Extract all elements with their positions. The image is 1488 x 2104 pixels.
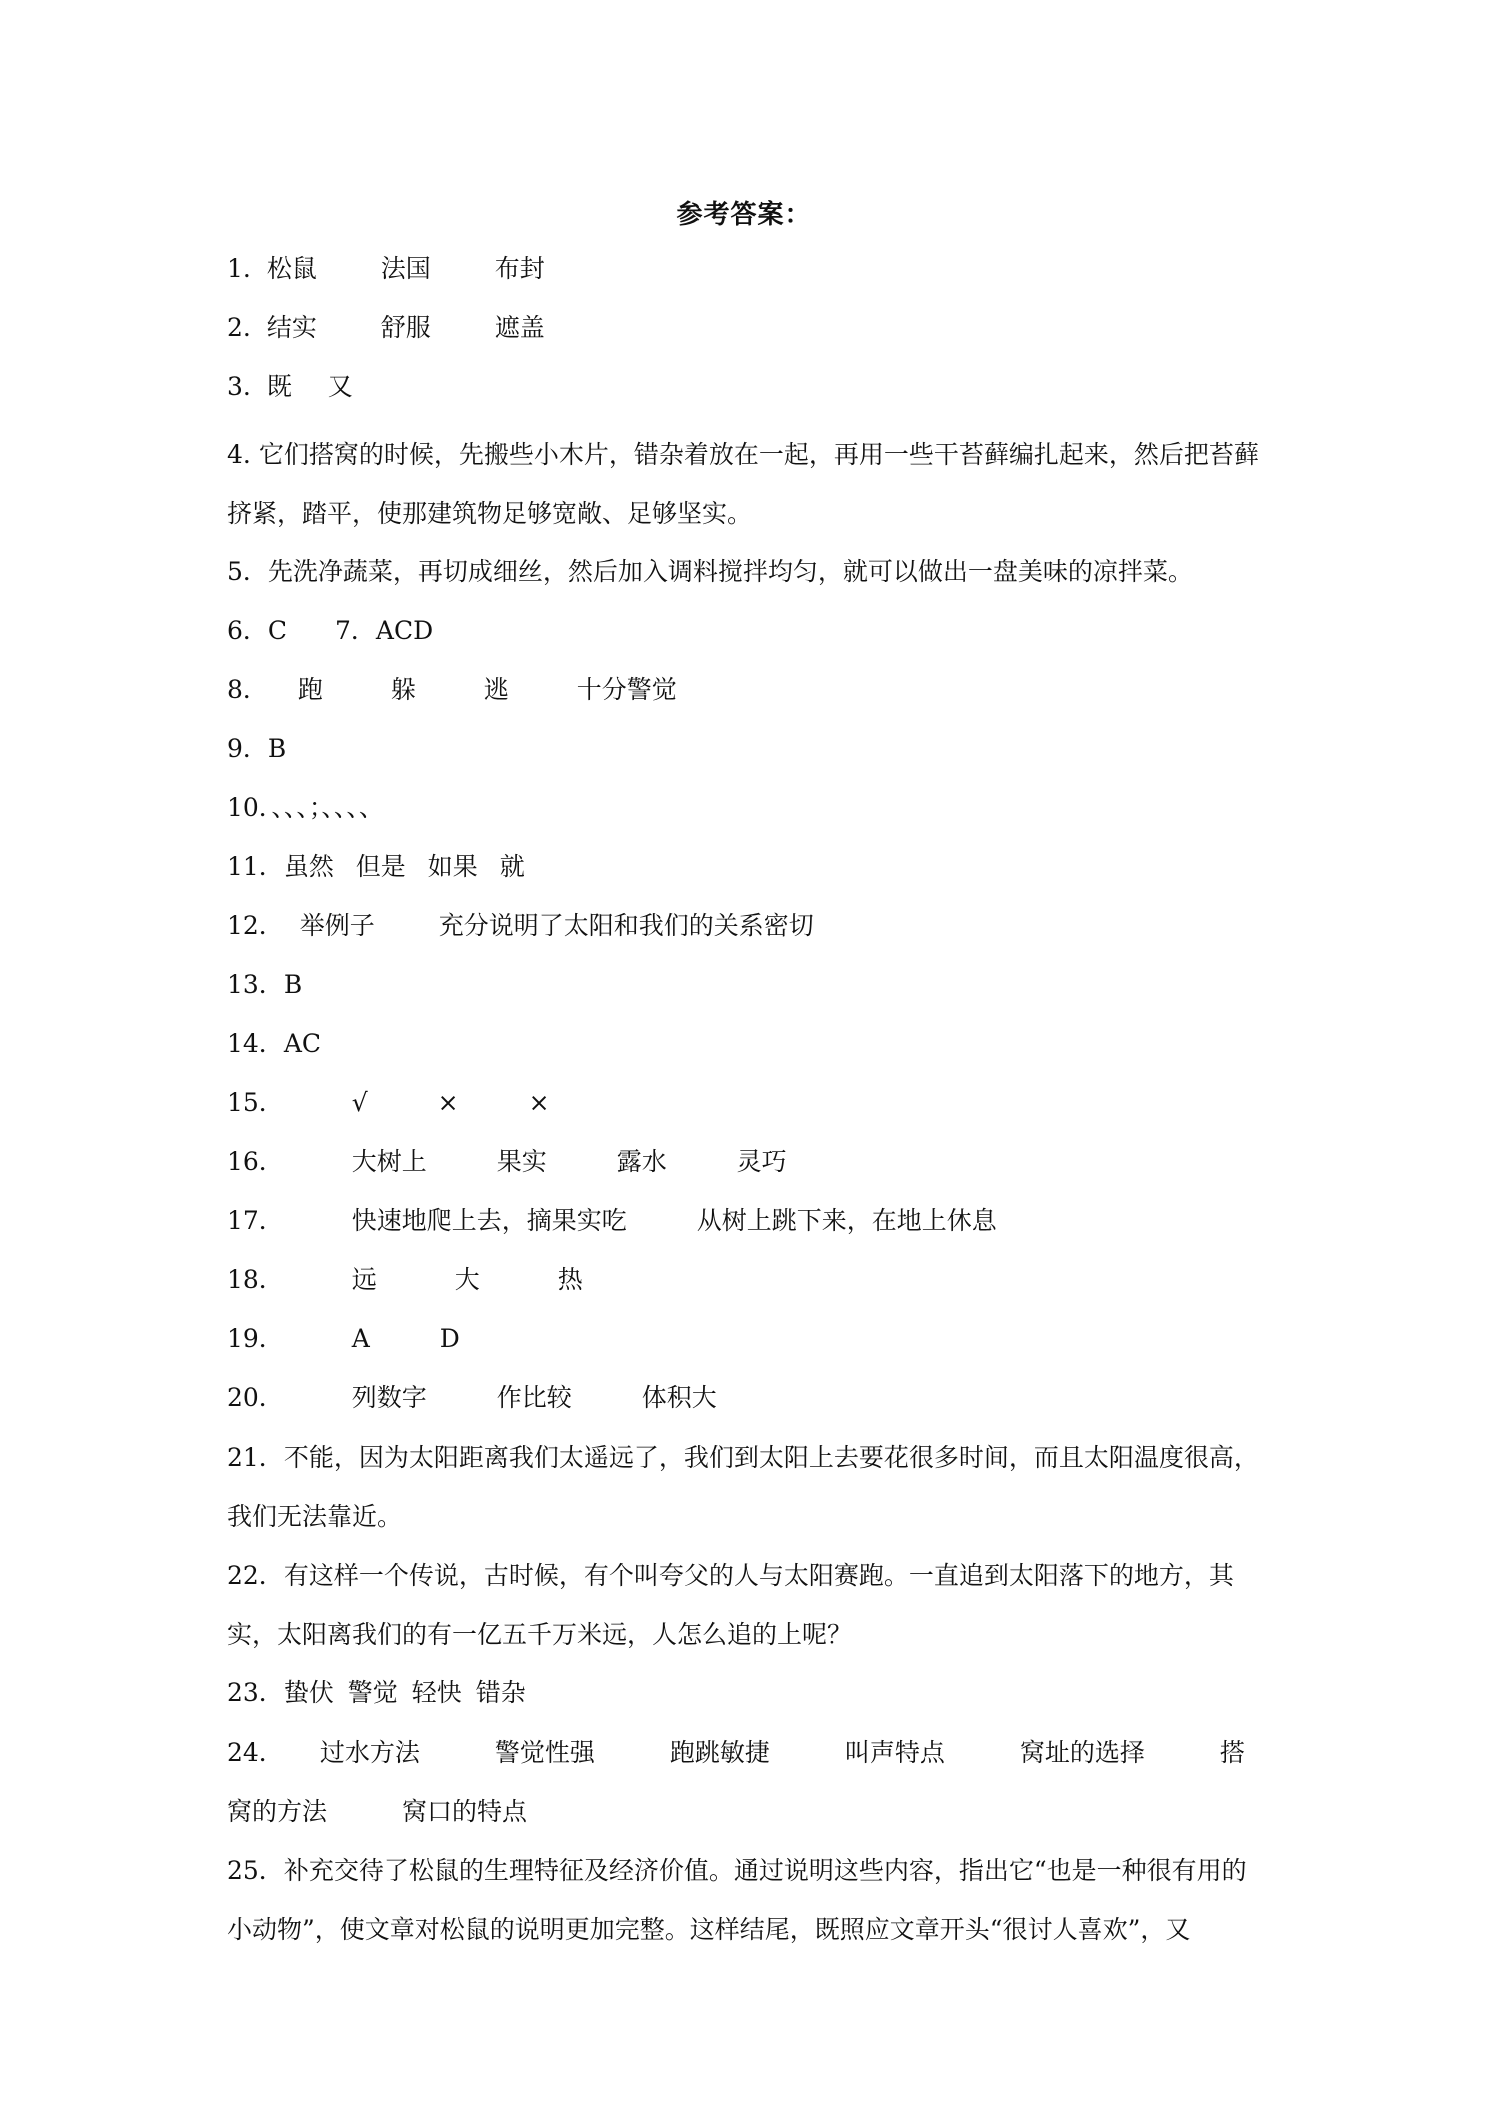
answer-2: [227, 307, 1267, 366]
answer-text: 有这样一个传说，古时候，有个叫夸父的人与太阳赛跑。一直追到太阳落下的地方，其实，太阳离我们的有一亿五千万米远，人怎么追的上呢？: [227, 1561, 1234, 1649]
answer-number: 19．: [227, 1324, 284, 1353]
answer-part: C: [267, 616, 288, 645]
answer-part: 快速地爬上去，摘果实吃: [351, 1206, 627, 1235]
answer-number: 1.: [227, 254, 251, 283]
answer-number: 4.: [227, 440, 251, 469]
answer-part: 远: [351, 1265, 377, 1294]
answer-8: [227, 669, 1267, 728]
answer-text: 过水方法 警觉性强 跑跳敏捷 叫声特点 窝址的选择 搭窝的方法 窝口的特点: [227, 1738, 1245, 1826]
answer-part: 列数字: [351, 1383, 427, 1412]
answer-12: [227, 905, 1267, 964]
answer-4: [227, 425, 1267, 543]
answer-part: 又: [327, 372, 353, 401]
answer-part: D: [439, 1324, 460, 1353]
answer-part: 热: [557, 1265, 583, 1294]
answer-number: 20．: [227, 1383, 284, 1412]
answer-part: 、、、；、、、、: [271, 793, 384, 822]
answer-part: 既: [266, 372, 292, 401]
answer-part: 法国: [380, 254, 431, 283]
answer-part: 警觉: [347, 1678, 398, 1707]
answer-part: 从树上跳下来，在地上休息: [696, 1206, 997, 1235]
answer-18: [227, 1259, 1267, 1318]
answer-number: 23．: [227, 1678, 284, 1707]
answer-part: 大: [454, 1265, 480, 1294]
answer-number: 2.: [227, 313, 251, 342]
answer-list: [227, 248, 1267, 1967]
answer-10: [227, 787, 1267, 846]
answer-number: 6．: [227, 616, 268, 645]
answer-part: 充分说明了太阳和我们的关系密切: [438, 911, 814, 940]
answer-number: 5．: [227, 557, 268, 586]
answer-number: 22．: [227, 1561, 284, 1590]
answer-25: [227, 1841, 1267, 1959]
answer-17: [227, 1200, 1267, 1259]
answer-part: 但是: [355, 852, 406, 881]
answer-11: [227, 846, 1267, 905]
answer-part: 举例子: [299, 911, 375, 940]
answer-number: 13．: [227, 970, 284, 999]
answer-24: [227, 1723, 1267, 1841]
answer-part: 作比较: [496, 1383, 572, 1412]
answer-part: 露水: [616, 1147, 667, 1176]
answer-1: [227, 248, 1267, 307]
answer-part: 轻快: [411, 1678, 462, 1707]
answer-part: 7．ACD: [335, 616, 434, 645]
answer-part: 布封: [494, 254, 545, 283]
answer-part: 跑: [297, 675, 323, 704]
answer-number: 18．: [227, 1265, 284, 1294]
answer-number: 3.: [227, 372, 251, 401]
answer-part: ×: [437, 1088, 459, 1117]
answer-part: A: [351, 1324, 370, 1353]
answer-number: 9．: [227, 734, 268, 763]
answer-number: 16．: [227, 1147, 284, 1176]
answer-6-7: [227, 610, 1267, 669]
answer-part: B: [267, 734, 287, 763]
answer-9: [227, 728, 1267, 787]
answer-15: [227, 1082, 1267, 1141]
answer-text: 先洗净蔬菜，再切成细丝，然后加入调料搅拌均匀，就可以做出一盘美味的凉拌菜。: [267, 557, 1193, 586]
answer-number: 11．: [227, 852, 284, 881]
answer-part: √: [351, 1088, 368, 1117]
answer-part: AC: [283, 1029, 321, 1058]
answer-part: 舒服: [380, 313, 431, 342]
answer-19: [227, 1318, 1267, 1377]
answer-part: 如果: [427, 852, 478, 881]
answer-number: 10．: [227, 793, 272, 822]
answer-13: [227, 964, 1267, 1023]
answer-number: 12．: [227, 911, 284, 940]
answer-number: 14．: [227, 1029, 284, 1058]
answer-part: 大树上: [351, 1147, 427, 1176]
answer-part: 就: [499, 852, 525, 881]
answer-part: 错杂: [475, 1678, 526, 1707]
answer-number: 24．: [227, 1738, 284, 1767]
answer-part: 松鼠: [266, 254, 317, 283]
answer-part: 蛰伏: [283, 1678, 334, 1707]
answer-14: [227, 1023, 1267, 1082]
answer-part: 遮盖: [494, 313, 545, 342]
answer-number: 8．: [227, 675, 268, 704]
answer-part: ×: [528, 1088, 550, 1117]
answer-text: 补充交待了松鼠的生理特征及经济价值。通过说明这些内容，指出它“也是一种很有用的小动物”，使文章对松鼠的说明更加完整。这样结尾，既照应文章开头“很讨人喜欢”，又: [227, 1856, 1247, 1944]
answer-number: 21．: [227, 1443, 284, 1472]
answer-22: [227, 1546, 1267, 1664]
answer-part: 灵巧: [736, 1147, 787, 1176]
answer-3: [227, 366, 1267, 425]
answer-number: 17．: [227, 1206, 284, 1235]
answer-16: [227, 1141, 1267, 1200]
answer-text: 它们搭窝的时候，先搬些小木片，错杂着放在一起，再用一些干苔藓编扎起来，然后把苔藓挤紧，踏平，使那建筑物足够宽敞、足够坚实。: [227, 440, 1259, 528]
answer-number: 25．: [227, 1856, 284, 1885]
answer-part: 虽然: [283, 852, 334, 881]
answer-5: [227, 551, 1267, 610]
answer-part: 果实: [496, 1147, 547, 1176]
answer-part: 结实: [266, 313, 317, 342]
answer-text: 不能，因为太阳距离我们太遥远了，我们到太阳上去要花很多时间，而且太阳温度很高，我们无法靠近。: [227, 1443, 1259, 1531]
answer-part: 十分警觉: [576, 675, 677, 704]
page-title: 参考答案：: [676, 200, 812, 230]
answer-number: 15．: [227, 1088, 284, 1117]
answer-part: 躲: [390, 675, 416, 704]
answer-part: 体积大: [641, 1383, 717, 1412]
answer-part: B: [283, 970, 303, 999]
answer-21: [227, 1428, 1267, 1546]
answer-part: 逃: [483, 675, 509, 704]
